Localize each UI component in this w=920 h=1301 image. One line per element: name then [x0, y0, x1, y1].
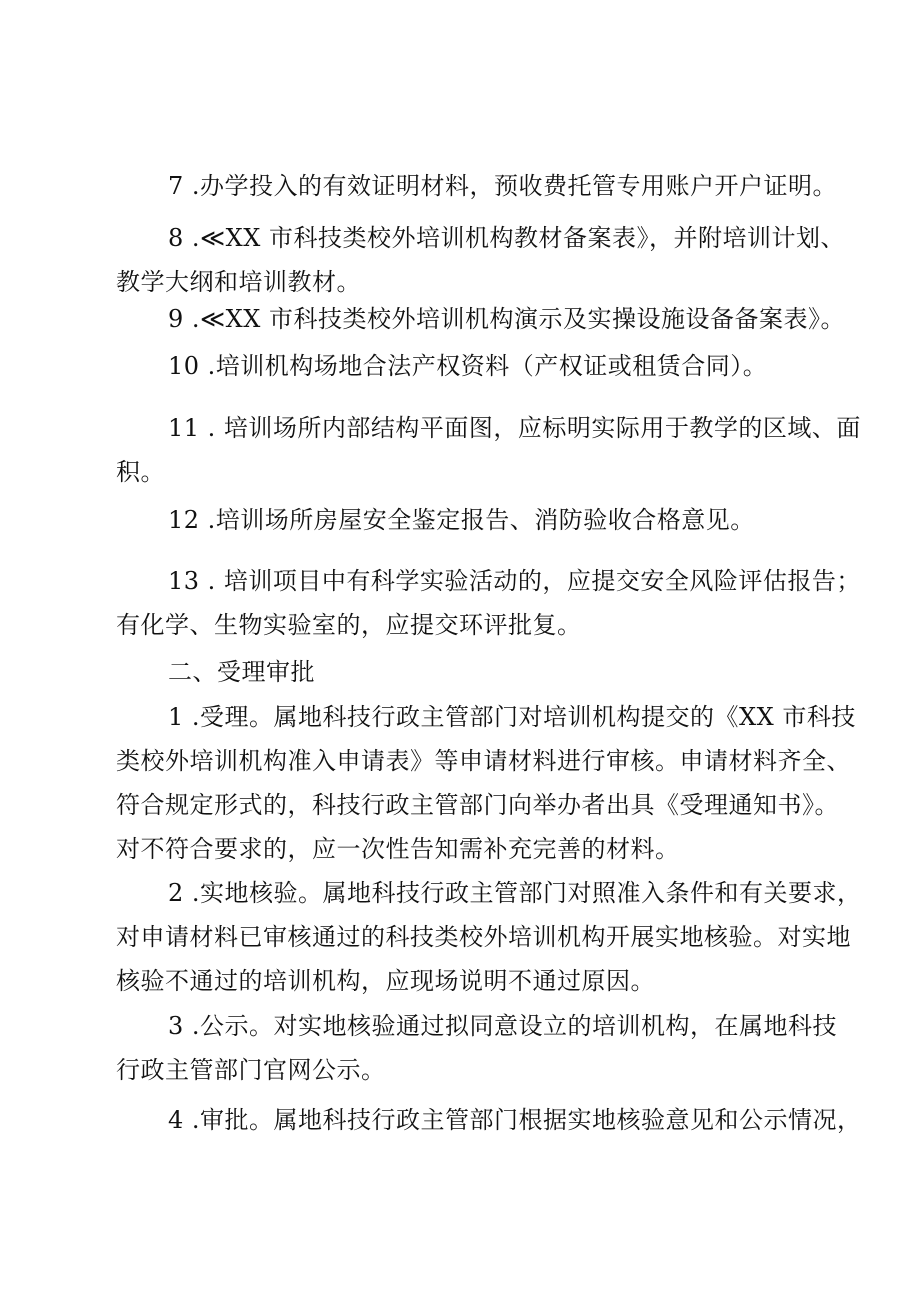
step-1-line-4: 对不符合要求的，应一次性告知需补充完善的材料。	[116, 835, 680, 863]
step-2-line-2: 对申请材料已审核通过的科技类校外培训机构开展实地核验。对实地	[116, 923, 851, 951]
item-13-line-1: 13 . 培训项目中有科学实验活动的，应提交安全风险评估报告；	[168, 567, 861, 595]
step-1-line-3: 符合规定形式的，科技行政主管部门向举办者出具《受理通知书》。	[116, 791, 839, 819]
item-9-line-1: 9 .≪XX 市科技类校外培训机构演示及实操设施设备备案表》。	[168, 305, 845, 333]
item-8-line-1: 8 .≪XX 市科技类校外培训机构教材备案表》，并附培训计划、	[168, 224, 845, 252]
item-11-line-1: 11 . 培训场所内部结构平面图，应标明实际用于教学的区域、面	[168, 414, 861, 442]
item-13-line-2: 有化学、生物实验室的，应提交环评批复。	[116, 611, 582, 639]
step-2-line-1: 2 .实地核验。属地科技行政主管部门对照准入条件和有关要求，	[168, 879, 862, 907]
item-12-line-1: 12 .培训场所房屋安全鉴定报告、消防验收合格意见。	[168, 506, 755, 534]
step-2-line-3: 核验不通过的培训机构，应现场说明不通过原因。	[116, 967, 655, 995]
step-3-line-1: 3 .公示。对实地核验通过拟同意设立的培训机构，在属地科技	[168, 1012, 838, 1040]
item-7-line-1: 7 .办学投入的有效证明材料，预收费托管专用账户开户证明。	[168, 172, 838, 200]
section-heading: 二、受理审批	[168, 658, 315, 686]
step-1-line-1: 1 .受理。属地科技行政主管部门对培训机构提交的《XX 市科技	[168, 703, 856, 731]
item-10-line-1: 10 .培训机构场地合法产权资料（产权证或租赁合同）。	[168, 352, 768, 380]
item-8-line-2: 教学大纲和培训教材。	[116, 268, 361, 296]
item-11-line-2: 积。	[116, 458, 165, 486]
step-3-line-2: 行政主管部门官网公示。	[116, 1056, 386, 1084]
step-4-line-1: 4 .审批。属地科技行政主管部门根据实地核验意见和公示情况，	[168, 1106, 862, 1134]
step-1-line-2: 类校外培训机构准入申请表》等申请材料进行审核。申请材料齐全、	[116, 747, 851, 775]
